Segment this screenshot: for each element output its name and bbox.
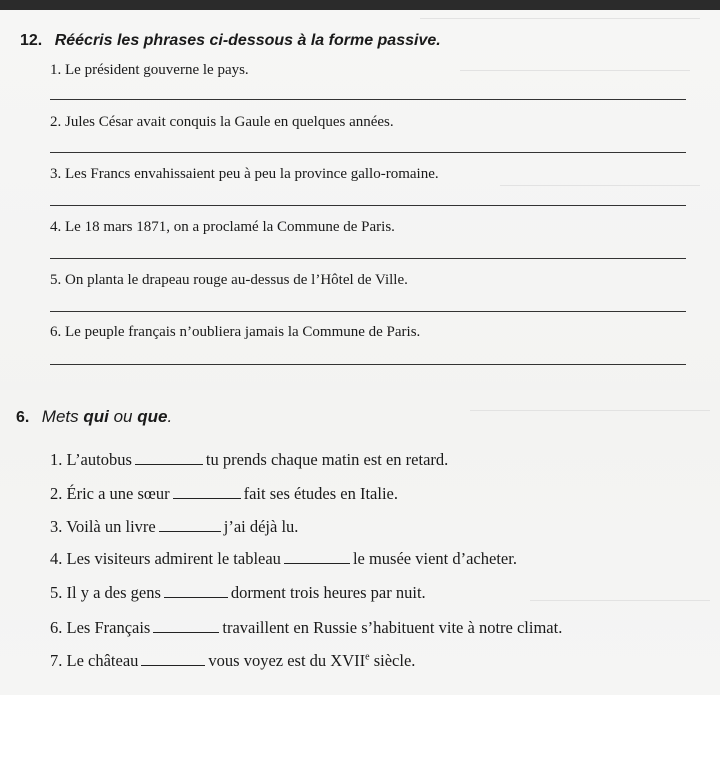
bleed-through-mark xyxy=(460,70,690,71)
qui-que-item-1: 1. L’autobus tu prends chaque matin est en retard. xyxy=(50,450,449,469)
answer-line-2[interactable] xyxy=(50,152,686,153)
top-scan-edge xyxy=(0,0,720,10)
item-number: 3. xyxy=(50,166,62,182)
exercise-12-heading xyxy=(20,32,441,50)
item-text: On planta le drapeau rouge au-dessus de l’Hôtel de Ville. xyxy=(65,272,408,288)
exercise-12-number: 12. xyxy=(20,32,43,49)
passive-item-6 xyxy=(50,324,420,341)
answer-line-4[interactable] xyxy=(50,258,686,259)
item-text: Le peuple français n’oubliera jamais la Commune de Paris. xyxy=(65,324,421,340)
item-text: Jules César avait conquis la Gaule en quelques années. xyxy=(65,114,394,130)
qui-que-item-2: 2. Éric a une sœur fait ses études en Italie. xyxy=(50,484,398,503)
qui-que-item-5: 5. Il y a des gens dorment trois heures par nuit. xyxy=(50,583,426,602)
blank-field[interactable] xyxy=(173,486,241,499)
bleed-through-mark xyxy=(530,600,710,601)
passive-item-3 xyxy=(50,166,439,183)
blank-field[interactable] xyxy=(141,653,205,666)
exercise-6-heading xyxy=(16,407,172,427)
bleed-through-mark xyxy=(500,185,700,186)
answer-line-3[interactable] xyxy=(50,205,686,206)
item-number: 5. xyxy=(50,272,62,288)
answer-line-5[interactable] xyxy=(50,311,686,312)
exercise-6-instruction: Mets qui ou que. xyxy=(41,407,173,426)
passive-item-4 xyxy=(50,219,395,236)
item-number: 4. xyxy=(50,219,62,235)
blank-field[interactable] xyxy=(159,519,221,532)
qui-que-item-4: 4. Les visiteurs admirent le tableau le musée vient d’acheter. xyxy=(50,549,517,568)
blank-field[interactable] xyxy=(135,452,203,465)
blank-field[interactable] xyxy=(164,585,228,598)
item-text: Les Francs envahissaient peu à peu la province gallo-romaine. xyxy=(65,166,439,182)
item-text: Le président gouverne le pays. xyxy=(65,62,249,78)
item-number: 6. xyxy=(50,324,62,340)
blank-field[interactable] xyxy=(284,551,350,564)
bleed-through-mark xyxy=(470,410,710,411)
qui-que-item-7: 7. Le château vous voyez est du XVIIe siècle. xyxy=(50,651,416,670)
passive-item-2 xyxy=(50,114,394,131)
exercise-6-number: 6. xyxy=(16,409,30,426)
passive-item-5 xyxy=(50,272,408,289)
item-number: 2. xyxy=(50,114,62,130)
qui-que-item-6: 6. Les Français travaillent en Russie s’habituent vite à notre climat. xyxy=(50,618,563,637)
answer-line-6[interactable] xyxy=(50,364,686,365)
qui-que-item-3: 3. Voilà un livre j’ai déjà lu. xyxy=(50,517,299,536)
item-number: 1. xyxy=(50,62,62,78)
bleed-through-mark xyxy=(420,18,700,19)
exercise-12-instruction: Réécris les phrases ci-dessous à la forme passive. xyxy=(54,32,441,49)
passive-item-1 xyxy=(50,62,249,79)
item-text: Le 18 mars 1871, on a proclamé la Commune de Paris. xyxy=(65,219,395,235)
blank-field[interactable] xyxy=(153,620,219,633)
answer-line-1[interactable] xyxy=(50,99,686,100)
